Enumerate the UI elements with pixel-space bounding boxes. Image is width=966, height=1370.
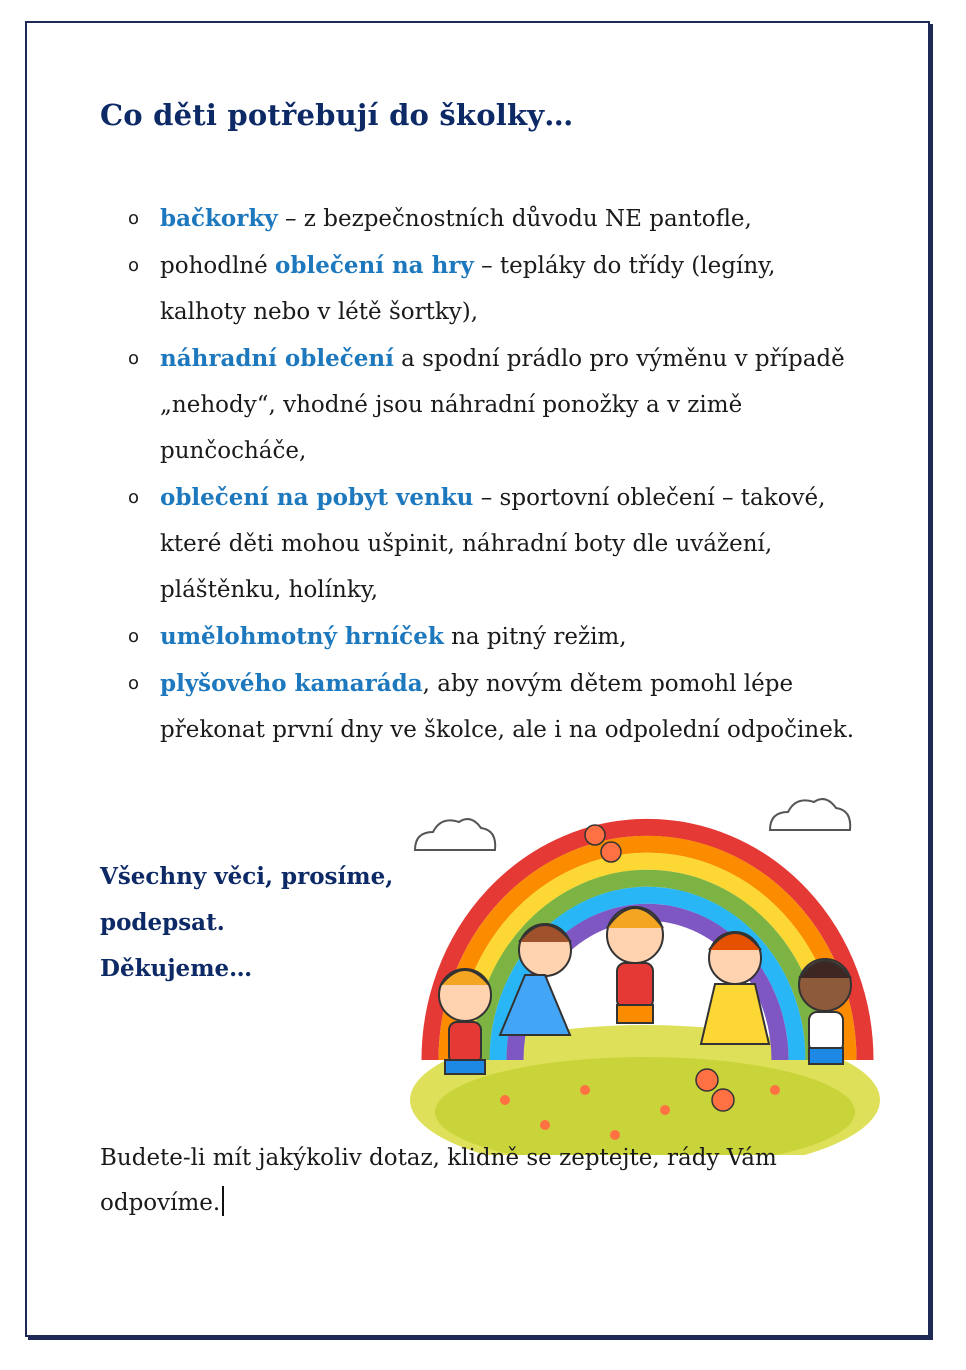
list-item-kamarad	[128, 661, 868, 753]
item-text: – tepláky do třídy (legíny, kalhoty nebo v létě šortky),	[160, 253, 776, 325]
item-text: – z bezpečnostních důvodu NE pantofle,	[277, 206, 752, 232]
highlight-nahradni-obleceni: náhradní oblečení	[160, 345, 394, 372]
item-text: – sportovní oblečení – takové, které děti mohou ušpinit, náhradní boty dle uvážení, pláštěnku, holínky,	[160, 485, 826, 603]
list-item-hrnicek	[128, 614, 868, 660]
highlight-obleceni-na-hry: oblečení na hry	[275, 252, 474, 279]
item-text-before: pohodlné	[160, 253, 276, 279]
list-item-nahradni-obleceni	[128, 336, 868, 474]
bullet-marker: o	[128, 487, 140, 508]
closing-note	[100, 854, 393, 992]
list-item-obleceni-na-hry	[128, 243, 868, 335]
bullet-marker: o	[128, 208, 140, 229]
item-text: , aby novým dětem pomohl lépe překonat první dny ve školce, ale i na odpolední odpočinek.	[160, 671, 855, 743]
closing-line-2: podepsat.	[100, 909, 225, 936]
highlight-obleceni-venku: oblečení na pobyt venku	[160, 484, 474, 511]
requirements-list	[128, 196, 868, 754]
item-text: na pitný režim,	[443, 624, 627, 650]
closing-line-1: Všechny věci, prosíme,	[100, 863, 394, 890]
highlight-backorky: bačkorky	[160, 205, 278, 232]
closing-line-3: Děkujeme…	[100, 955, 253, 982]
page-title: Co děti potřebují do školky…	[100, 98, 574, 132]
highlight-hrnicek: umělohmotný hrníček	[160, 623, 444, 650]
bullet-marker: o	[128, 626, 140, 647]
bullet-marker: o	[128, 255, 140, 276]
text-cursor	[222, 1186, 224, 1216]
footer-text: Budete-li mít jakýkoliv dotaz, klidně se zeptejte, rády Vám odpovíme.	[100, 1145, 777, 1216]
list-item-obleceni-venku	[128, 475, 868, 613]
item-text: a spodní prádlo pro výměnu v případě „nehody“, vhodné jsou náhradní ponožky a v zimě punčocháče,	[160, 346, 845, 464]
bullet-marker: o	[128, 348, 140, 369]
rainbow-children-illustration	[385, 760, 885, 1155]
footer-note	[100, 1136, 820, 1226]
highlight-kamarad: plyšového kamaráda	[160, 670, 423, 697]
bullet-marker: o	[128, 673, 140, 694]
list-item-backorky	[128, 196, 868, 242]
